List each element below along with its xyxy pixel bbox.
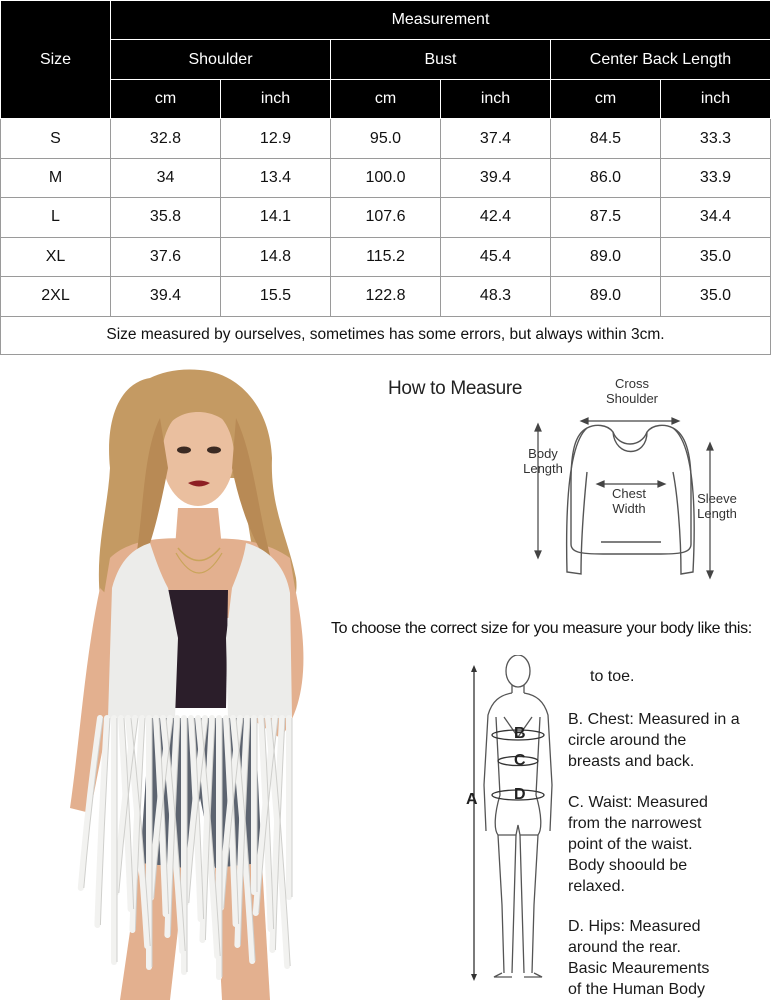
- value-cell: 13.4: [221, 158, 331, 197]
- unit-header: inch: [221, 79, 331, 118]
- unit-header: inch: [661, 79, 771, 118]
- value-cell: 35.0: [661, 277, 771, 316]
- size-cell: L: [1, 198, 111, 237]
- value-cell: 95.0: [331, 119, 441, 158]
- measurement-header: Measurement: [111, 1, 771, 40]
- chest-instruction: B. Chest: Measured in a circle around the breasts and back.: [568, 711, 740, 770]
- value-cell: 107.6: [331, 198, 441, 237]
- table-row: [1, 119, 771, 158]
- value-cell: 34.4: [661, 198, 771, 237]
- figure-label-c: C: [514, 752, 526, 769]
- table-row: [1, 237, 771, 276]
- value-cell: 32.8: [111, 119, 221, 158]
- chest-width-label: Chest Width: [612, 486, 646, 516]
- value-cell: 48.3: [441, 277, 551, 316]
- figure-label-a: A: [466, 791, 478, 808]
- how-to-measure-title: How to Measure: [388, 378, 523, 399]
- size-cell: M: [1, 158, 111, 197]
- value-cell: 39.4: [111, 277, 221, 316]
- value-cell: 89.0: [551, 237, 661, 276]
- unit-header: cm: [111, 79, 221, 118]
- size-cell: S: [1, 119, 111, 158]
- unit-header: cm: [331, 79, 441, 118]
- value-cell: 33.9: [661, 158, 771, 197]
- value-cell: 15.5: [221, 277, 331, 316]
- value-cell: 42.4: [441, 198, 551, 237]
- table-row: [1, 277, 771, 316]
- value-cell: 45.4: [441, 237, 551, 276]
- figure-label-b: B: [514, 725, 526, 742]
- figure-label-d: D: [514, 786, 526, 803]
- body-length-label: Body Length: [523, 446, 563, 476]
- body-figure-diagram: [458, 655, 568, 1000]
- hips-instruction: D. Hips: Measured around the rear. Basic Meaurements of the Human Body: [568, 918, 710, 998]
- measurement-note: Size measured by ourselves, sometimes has some errors, but always within 3cm.: [1, 316, 771, 355]
- value-cell: 87.5: [551, 198, 661, 237]
- value-cell: 14.8: [221, 237, 331, 276]
- value-cell: 100.0: [331, 158, 441, 197]
- value-cell: 37.4: [441, 119, 551, 158]
- cross-shoulder-label: Cross Shoulder: [605, 376, 659, 406]
- value-cell: 37.6: [111, 237, 221, 276]
- center-back-length-header: Center Back Length: [551, 40, 771, 79]
- model-illustration: [0, 358, 330, 1000]
- value-cell: 34: [111, 158, 221, 197]
- value-cell: 84.5: [551, 119, 661, 158]
- table-row: [1, 158, 771, 197]
- unit-header: cm: [551, 79, 661, 118]
- size-cell: 2XL: [1, 277, 111, 316]
- value-cell: 33.3: [661, 119, 771, 158]
- model-photo: [0, 358, 330, 1000]
- value-cell: 115.2: [331, 237, 441, 276]
- value-cell: 89.0: [551, 277, 661, 316]
- size-cell: XL: [1, 237, 111, 276]
- sleeve-length-label: Sleeve Length: [697, 491, 737, 521]
- value-cell: 86.0: [551, 158, 661, 197]
- waist-instruction: C. Waist: Measured from the narrowest point of the waist. Body shoould be relaxed.: [568, 794, 708, 895]
- value-cell: 14.1: [221, 198, 331, 237]
- height-instruction-fragment: to toe.: [590, 668, 635, 685]
- table-row: [1, 198, 771, 237]
- value-cell: 122.8: [331, 277, 441, 316]
- value-cell: 35.0: [661, 237, 771, 276]
- size-chart-table: [0, 0, 771, 355]
- shoulder-header: Shoulder: [111, 40, 331, 79]
- value-cell: 12.9: [221, 119, 331, 158]
- instructions-heading: To choose the correct size for you measure your body like this:: [331, 620, 752, 637]
- unit-header: inch: [441, 79, 551, 118]
- value-cell: 35.8: [111, 198, 221, 237]
- value-cell: 39.4: [441, 158, 551, 197]
- size-header: Size: [1, 1, 111, 119]
- bust-header: Bust: [331, 40, 551, 79]
